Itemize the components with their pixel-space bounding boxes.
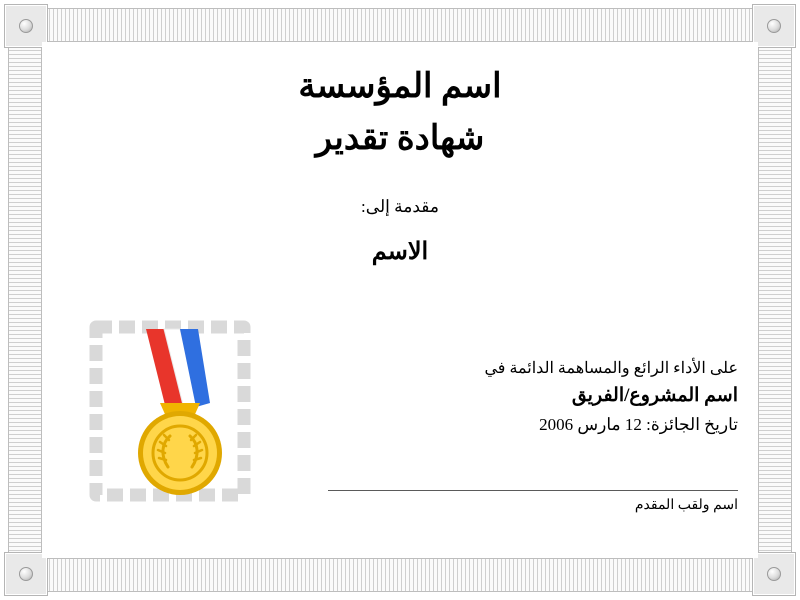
corner-rivet-icon <box>767 19 781 33</box>
border-band-top <box>8 8 792 42</box>
organization-name: اسم المؤسسة <box>298 68 502 105</box>
border-band-left <box>8 8 42 592</box>
award-date: تاريخ الجائزة: 12 مارس 2006 <box>539 415 738 435</box>
corner-rivet-icon <box>19 19 33 33</box>
project-or-team-name: اسم المشروع/الفريق <box>571 385 738 406</box>
border-band-bottom <box>8 558 792 592</box>
signature-rule <box>328 490 738 491</box>
presented-to-label: مقدمة إلى: <box>361 197 439 216</box>
award-details <box>258 357 738 439</box>
border-band-right <box>758 8 792 592</box>
certificate-body <box>42 42 758 558</box>
medal-icon <box>80 317 260 507</box>
corner-ornament-bottom-right <box>752 552 796 596</box>
corner-rivet-icon <box>767 567 781 581</box>
corner-rivet-icon <box>19 567 33 581</box>
award-reason: على الأداء الرائع والمساهمة الدائمة في <box>484 360 738 377</box>
corner-ornament-top-right <box>752 4 796 48</box>
corner-ornament-bottom-left <box>4 552 48 596</box>
signature-label: اسم ولقب المقدم <box>634 498 738 513</box>
certificate-title: شهادة تقدير <box>315 120 485 157</box>
recipient-name: الاسم <box>371 239 429 265</box>
